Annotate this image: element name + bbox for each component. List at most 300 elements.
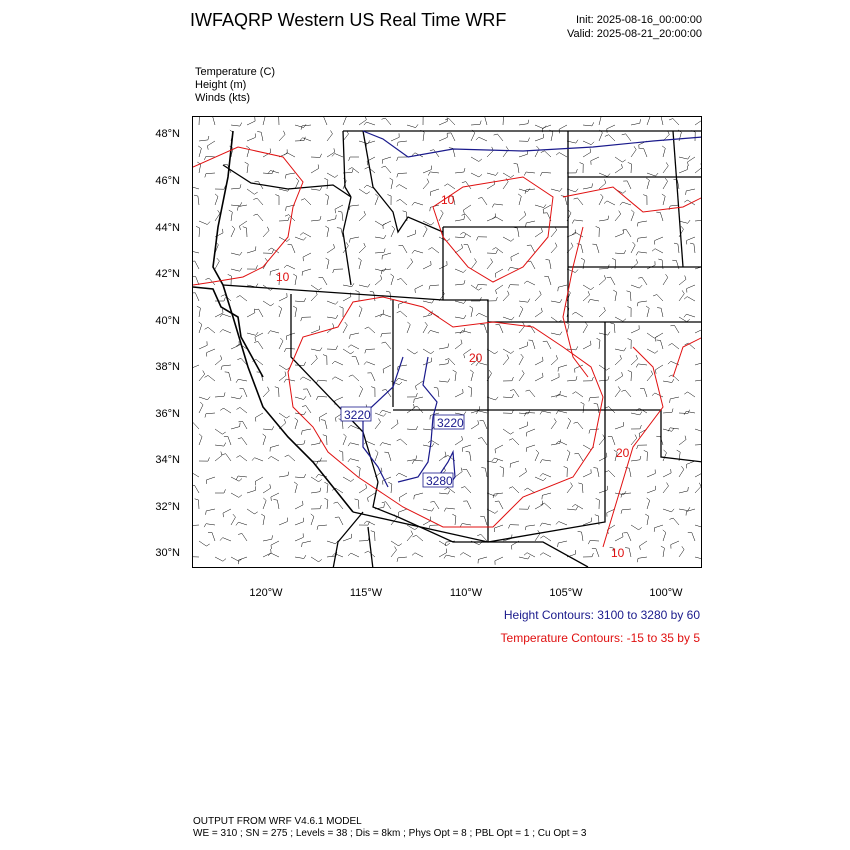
lat-label: 40°N — [155, 315, 180, 327]
wind-barb — [231, 184, 241, 189]
wind-barb — [375, 310, 384, 317]
wind-barb — [455, 300, 466, 303]
wind-barb — [396, 378, 407, 381]
wind-barb — [599, 179, 606, 189]
wind-barb — [327, 315, 338, 318]
wind-barb — [462, 214, 472, 221]
wind-barb — [302, 406, 311, 413]
wind-barb — [637, 557, 647, 562]
wind-barb — [247, 509, 258, 514]
wind-barb — [199, 457, 210, 461]
wind-barb — [541, 151, 551, 157]
wind-barb — [231, 396, 242, 399]
wind-barb — [270, 445, 279, 452]
wind-barb — [519, 299, 530, 303]
wind-barb — [615, 533, 623, 541]
wind-barb — [631, 425, 641, 429]
wind-barb — [684, 314, 695, 317]
wind-barb — [460, 524, 471, 528]
wind-barb — [279, 472, 289, 477]
wind-barb — [271, 541, 279, 549]
wind-barb — [419, 117, 423, 125]
wind-barb — [295, 533, 303, 541]
wind-barb — [302, 429, 312, 435]
wind-barb — [556, 394, 567, 397]
wind-barb — [574, 198, 583, 205]
wind-barb — [519, 354, 523, 365]
wind-barb — [197, 306, 201, 317]
wind-barb — [399, 493, 407, 502]
model-config: WE = 310 ; SN = 275 ; Levels = 38 ; Dis = 8km ; Phys Opt = 8 ; PBL Opt = 1 ; Cu Opt = 3 — [193, 828, 587, 839]
wind-barb — [339, 307, 343, 318]
wind-barb — [597, 338, 601, 349]
wind-barb — [583, 291, 590, 301]
wind-barb — [578, 483, 583, 493]
wind-barb — [583, 341, 591, 349]
wind-barb — [503, 355, 509, 365]
wind-barb — [463, 469, 472, 477]
wind-barb — [317, 525, 327, 530]
wind-barb — [407, 393, 417, 397]
wind-barb — [414, 493, 423, 499]
wind-barb — [375, 221, 386, 226]
wind-barb — [285, 215, 295, 221]
wind-barb — [615, 317, 626, 321]
wind-barb — [439, 491, 450, 495]
wind-barb — [637, 221, 647, 226]
wind-barb — [311, 348, 322, 351]
wind-barb — [444, 488, 455, 493]
wind-barb — [656, 212, 663, 221]
wind-barb — [583, 322, 588, 333]
wind-barb — [503, 291, 509, 301]
wind-barb — [295, 440, 305, 445]
wind-barb — [439, 118, 447, 126]
wind-barb — [268, 456, 279, 461]
wind-barb — [221, 365, 231, 370]
wind-barb — [263, 301, 274, 306]
wind-barb — [279, 217, 289, 221]
wind-barb — [320, 117, 327, 125]
wind-barb — [684, 392, 695, 397]
wind-barb — [412, 460, 423, 464]
wind-barb — [204, 524, 215, 527]
wind-barb — [423, 179, 429, 189]
wind-barb — [518, 194, 521, 205]
wind-barb — [679, 487, 688, 493]
wind-barb — [599, 216, 609, 221]
wind-barb — [519, 468, 526, 477]
wind-barb — [567, 346, 578, 350]
wind-barb — [487, 147, 493, 157]
wind-barb — [519, 120, 529, 125]
wind-barb — [364, 362, 375, 365]
map-title: IWFAQRP Western US Real Time WRF — [190, 10, 507, 30]
wind-barb — [455, 216, 465, 222]
wind-barb — [195, 499, 199, 509]
wind-barb — [640, 388, 647, 397]
wind-barb — [300, 233, 311, 237]
wind-barb — [487, 172, 498, 175]
wind-barb — [423, 322, 427, 333]
wind-barb — [255, 309, 263, 317]
wind-barb — [311, 439, 321, 445]
wind-barb — [349, 237, 359, 243]
wind-barb — [519, 138, 530, 142]
wind-barb — [628, 339, 632, 350]
wind-barb — [231, 252, 242, 255]
temp-label: 20 — [616, 446, 630, 460]
wind-barb — [193, 365, 199, 373]
wind-barb — [231, 202, 242, 206]
wind-barb — [519, 188, 530, 191]
wind-barb — [428, 172, 439, 176]
wind-barb — [581, 402, 585, 413]
wind-barb — [247, 486, 256, 493]
wind-barb — [231, 423, 240, 429]
wind-barb — [535, 373, 543, 381]
wind-barb — [215, 258, 219, 269]
wind-barb — [599, 453, 607, 461]
wind-barb — [444, 184, 455, 189]
wind-barb — [640, 541, 648, 550]
wind-barb — [302, 269, 311, 276]
wind-barb — [414, 397, 423, 403]
wind-barb — [301, 199, 311, 205]
wind-barb — [413, 535, 423, 541]
wind-barb — [615, 372, 623, 381]
wind-barb — [193, 525, 199, 529]
wind-barb — [349, 168, 360, 174]
wind-barb — [468, 386, 472, 397]
wind-barb — [343, 477, 354, 482]
wind-barb — [327, 541, 338, 544]
wind-barb — [509, 439, 519, 445]
wind-barb — [428, 248, 439, 254]
wind-barb — [399, 509, 408, 516]
wind-barb — [275, 117, 279, 125]
wind-barb — [519, 306, 523, 317]
wind-barb — [567, 189, 578, 192]
wind-barb — [647, 173, 658, 176]
wind-barb — [647, 371, 653, 381]
wind-barb — [349, 157, 359, 161]
wind-barb — [535, 205, 546, 208]
wind-barb — [399, 245, 408, 253]
wind-barb — [527, 429, 535, 436]
wind-barb — [540, 460, 551, 463]
wind-barb — [662, 146, 665, 157]
wind-barb — [535, 501, 543, 509]
wind-barb — [284, 153, 295, 157]
wind-barb — [339, 451, 343, 461]
field-temperature: Temperature (C) — [195, 66, 276, 78]
wind-barb — [478, 198, 487, 206]
wind-barb — [487, 493, 498, 496]
wind-barb — [615, 386, 620, 397]
wind-barb — [679, 290, 684, 301]
wind-barb — [334, 502, 344, 509]
wind-barb — [599, 307, 605, 317]
wind-barb — [397, 439, 407, 445]
wind-barb — [510, 390, 519, 397]
wind-barb — [455, 269, 466, 273]
wind-barb — [205, 327, 215, 333]
wind-barb — [494, 525, 503, 532]
wind-barb — [471, 157, 482, 162]
wind-barb — [511, 253, 519, 261]
wind-barb — [615, 355, 622, 365]
wind-barb — [461, 487, 471, 494]
wind-barb — [551, 299, 562, 302]
wind-barb — [430, 189, 439, 196]
wind-barb — [646, 178, 649, 189]
wind-barb — [295, 501, 303, 509]
wind-barb — [311, 355, 317, 365]
wind-barb — [205, 173, 215, 177]
wind-barb — [199, 371, 205, 382]
wind-barb — [327, 346, 338, 350]
wind-barb — [487, 259, 493, 270]
wind-barb — [407, 349, 418, 354]
lon-label: 115°W — [349, 587, 383, 599]
wind-barb — [247, 134, 255, 142]
wind-barb — [637, 237, 647, 242]
wind-barb — [343, 117, 346, 125]
wind-barb — [572, 312, 583, 317]
wind-barb — [695, 358, 702, 365]
wind-barb — [375, 194, 378, 205]
wind-barb — [208, 532, 215, 541]
wind-barb — [199, 136, 209, 141]
height-contours — [363, 131, 702, 487]
wind-barb — [551, 439, 561, 445]
wind-barb — [558, 365, 567, 372]
wind-barb — [621, 390, 631, 397]
wind-barb — [295, 298, 306, 302]
wind-barb — [381, 333, 391, 337]
wind-barb — [495, 445, 503, 453]
wind-barb — [679, 546, 684, 557]
wind-barb — [311, 285, 322, 290]
wind-barb — [615, 211, 621, 221]
wind-barb — [508, 525, 519, 529]
wind-barb — [359, 189, 370, 194]
wind-barb — [464, 245, 471, 253]
wind-barb — [397, 278, 407, 285]
wind-barb — [382, 253, 391, 259]
wind-barb — [679, 317, 690, 322]
wind-barb — [492, 248, 503, 254]
map-canvas — [193, 117, 702, 568]
wind-barb — [247, 265, 258, 269]
wind-barb — [493, 493, 503, 498]
wind-barb — [261, 514, 264, 525]
wind-barb — [387, 195, 391, 206]
wind-barb — [220, 538, 231, 541]
wind-barb — [199, 397, 210, 400]
wind-barb — [588, 541, 599, 545]
wind-barb — [300, 377, 311, 381]
wind-barb — [262, 117, 265, 125]
wind-barb — [348, 345, 359, 349]
wind-barb — [350, 333, 359, 339]
wind-barb — [679, 466, 684, 477]
wind-barb — [583, 285, 594, 290]
wind-barb — [295, 396, 306, 399]
wind-barb — [540, 172, 551, 176]
wind-barb — [535, 357, 543, 365]
wind-barb — [647, 470, 655, 478]
wind-barb — [255, 413, 263, 422]
wind-barb — [439, 133, 447, 141]
wind-barb — [390, 178, 393, 189]
wind-barb — [253, 198, 263, 205]
wind-barb — [333, 269, 343, 273]
wind-barb — [631, 355, 638, 365]
wind-barb — [638, 277, 647, 285]
wind-barb — [599, 376, 609, 381]
wind-barb — [215, 443, 226, 447]
wind-barb — [535, 228, 542, 237]
wind-barb — [198, 146, 201, 157]
wind-barb — [238, 534, 247, 542]
wind-barb — [327, 301, 338, 304]
wind-barb — [359, 284, 370, 287]
wind-barb — [255, 477, 263, 485]
wind-barb — [358, 258, 361, 269]
wind-barb — [567, 140, 578, 143]
wind-barb — [551, 391, 560, 397]
wind-barb — [311, 291, 317, 301]
wind-barb — [471, 173, 482, 177]
wind-barb — [302, 541, 311, 547]
wind-barb — [631, 210, 634, 221]
wind-barb — [596, 498, 600, 509]
wind-barb — [193, 422, 199, 429]
wind-barb — [247, 332, 258, 335]
wind-barb — [567, 418, 571, 429]
wind-barb — [279, 293, 287, 301]
wind-barb — [462, 182, 471, 189]
wind-barb — [599, 194, 603, 205]
wind-barb — [275, 195, 279, 206]
wind-barb — [535, 146, 539, 157]
wind-barb — [500, 117, 504, 125]
wind-barb — [695, 376, 702, 381]
temp-label: 10 — [276, 270, 290, 284]
wind-barb — [199, 341, 207, 349]
wind-barb — [589, 397, 599, 401]
wind-barb — [580, 163, 584, 174]
wind-barb — [206, 509, 215, 515]
wind-barb — [215, 557, 226, 561]
wind-barb — [371, 531, 375, 541]
wind-barb — [444, 508, 455, 512]
wind-barb — [231, 514, 236, 525]
wind-barb — [519, 323, 525, 334]
wind-barb — [193, 261, 199, 269]
wind-barb — [397, 199, 408, 205]
wind-barb — [284, 348, 295, 352]
wind-barb — [607, 277, 615, 285]
wind-barb — [303, 389, 311, 397]
wind-barb — [669, 343, 680, 349]
wind-barb — [519, 506, 530, 510]
wind-barb — [591, 157, 599, 165]
wind-barb — [524, 413, 535, 417]
wind-barb — [359, 306, 362, 317]
wind-barb — [238, 438, 247, 445]
wind-barb — [423, 349, 434, 354]
wind-barb — [455, 436, 463, 445]
lat-label: 38°N — [155, 361, 180, 373]
wind-barb — [588, 299, 599, 302]
wind-barb — [311, 514, 314, 525]
wind-barb — [364, 122, 375, 125]
wind-barb — [663, 530, 666, 541]
lat-label: 44°N — [155, 222, 180, 234]
wind-barb — [631, 325, 639, 333]
wind-barb — [663, 162, 668, 173]
wind-barb — [434, 387, 439, 397]
wind-barb — [455, 412, 466, 415]
wind-barb — [679, 220, 690, 223]
wind-barb — [478, 557, 487, 563]
wind-barb — [391, 547, 397, 558]
wind-barb — [415, 285, 423, 293]
wind-barb — [243, 227, 247, 237]
wind-barb — [323, 355, 327, 365]
wind-barb — [359, 386, 363, 397]
wind-barb — [279, 372, 286, 381]
wind-barb — [663, 274, 668, 285]
wind-barb — [343, 434, 346, 445]
valid-time: Valid: 2025-08-21_20:00:00 — [567, 28, 702, 40]
wind-barb — [503, 394, 514, 398]
wind-barb — [663, 379, 674, 382]
wind-barb — [349, 205, 359, 210]
wind-barb — [535, 125, 546, 129]
wind-barb — [229, 210, 233, 221]
wind-barb — [359, 211, 366, 221]
wind-barb — [519, 342, 527, 349]
lat-label: 46°N — [155, 175, 180, 187]
wind-barb — [207, 349, 215, 357]
wind-barb — [695, 216, 702, 221]
wind-barb — [375, 268, 386, 271]
wind-barb — [631, 285, 642, 288]
wind-barb — [514, 227, 519, 237]
field-winds: Winds (kts) — [195, 92, 250, 104]
wind-barb — [220, 330, 231, 334]
wind-barb — [593, 468, 599, 478]
wind-barb — [284, 265, 295, 269]
wind-barb — [279, 131, 285, 141]
wind-barb — [556, 153, 567, 158]
wind-barb — [439, 379, 450, 383]
wind-barb — [503, 349, 514, 354]
wind-barb — [674, 243, 679, 253]
wind-barb — [383, 221, 391, 229]
wind-barb — [325, 194, 328, 205]
wind-barb — [396, 185, 407, 190]
wind-barb — [301, 317, 311, 321]
wind-barb — [679, 156, 690, 159]
wind-barb — [263, 387, 269, 397]
wind-barb — [335, 517, 343, 525]
wind-barb — [359, 537, 369, 541]
